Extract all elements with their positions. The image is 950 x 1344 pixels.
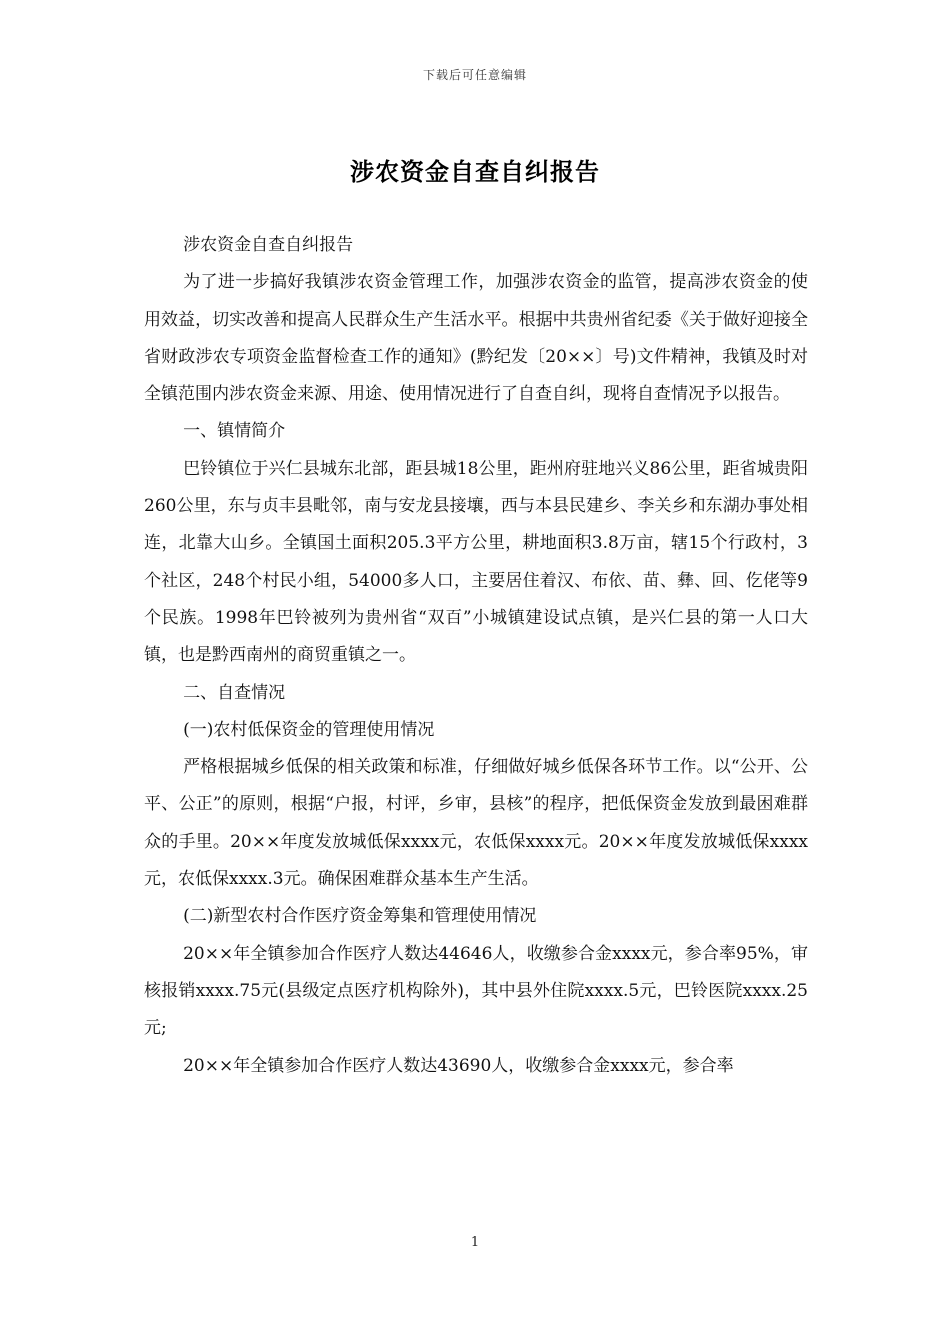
body-paragraph-medical-year-one: 20××年全镇参加合作医疗人数达44646人，收缴参合金xxxx元，参合率95%，审核报销xxxx.75元(县级定点医疗机构除外)，其中县外住院xxxx.5元，巴铃医院xxxx.25元; — [144, 943, 808, 1039]
section-heading-self-inspection: 二、自查情况 — [183, 682, 286, 703]
body-paragraph-low-income-funds: 严格根据城乡低保的相关政策和标准，仔细做好城乡低保各环节工作。以“公开、公平、公正”的原则，根据“户报，村评，乡审，县核”的程序，把低保资金发放到最困难群众的手里。20××年度发放城低保xxxx元，农低保xxxx元。20××年度发放城低保xxxx元，农低保xxxx.3元。确保困难群众基本生产生活。 — [144, 757, 808, 890]
subsection-heading-rural-medical-funds: (二)新型农村合作医疗资金筹集和管理使用情况 — [183, 906, 537, 927]
body-paragraph-intro: 为了进一步搞好我镇涉农资金管理工作，加强涉农资金的监管，提高涉农资金的使用效益，切实改善和提高人民群众生产生活水平。根据中共贵州省纪委《关于做好迎接全省财政涉农专项资金监督检查工作的通知》(黔纪发〔20××〕号)文件精神，我镇及时对全镇范围内涉农资金来源、用途、使用情况进行了自查自纠，现将自查情况予以报告。 — [144, 272, 808, 405]
document-body — [144, 227, 808, 1085]
document-title: 涉农资金自查自纠报告 — [350, 157, 600, 186]
section-heading-town-overview: 一、镇情简介 — [183, 421, 286, 442]
page-header-note: 下载后可任意编辑 — [422, 68, 527, 82]
body-paragraph-medical-year-two: 20××年全镇参加合作医疗人数达43690人，收缴参合金xxxx元，参合率 — [183, 1055, 734, 1076]
subsection-heading-low-income-funds: (一)农村低保资金的管理使用情况 — [183, 719, 435, 740]
body-paragraph-subtitle: 涉农资金自查自纠报告 — [183, 235, 354, 255]
body-paragraph-town-overview: 巴铃镇位于兴仁县城东北部，距县城18公里，距州府驻地兴义86公里，距省城贵阳260公里，东与贞丰县毗邻，南与安龙县接壤，西与本县民建乡、李关乡和东湖办事处相连，北靠大山乡。全镇国土面积205.3平方公里，耕地面积3.8万亩，辖15个行政村，3个社区，248个村民小组，54000多人口，主要居住着汉、布依、苗、彝、回、仡佬等9个民族。1998年巴铃被列为贵州省“双百”小城镇建设试点镇，是兴仁县的第一人口大镇，也是黔西南州的商贸重镇之一。 — [144, 458, 808, 666]
page-number: 1 — [470, 1235, 480, 1250]
